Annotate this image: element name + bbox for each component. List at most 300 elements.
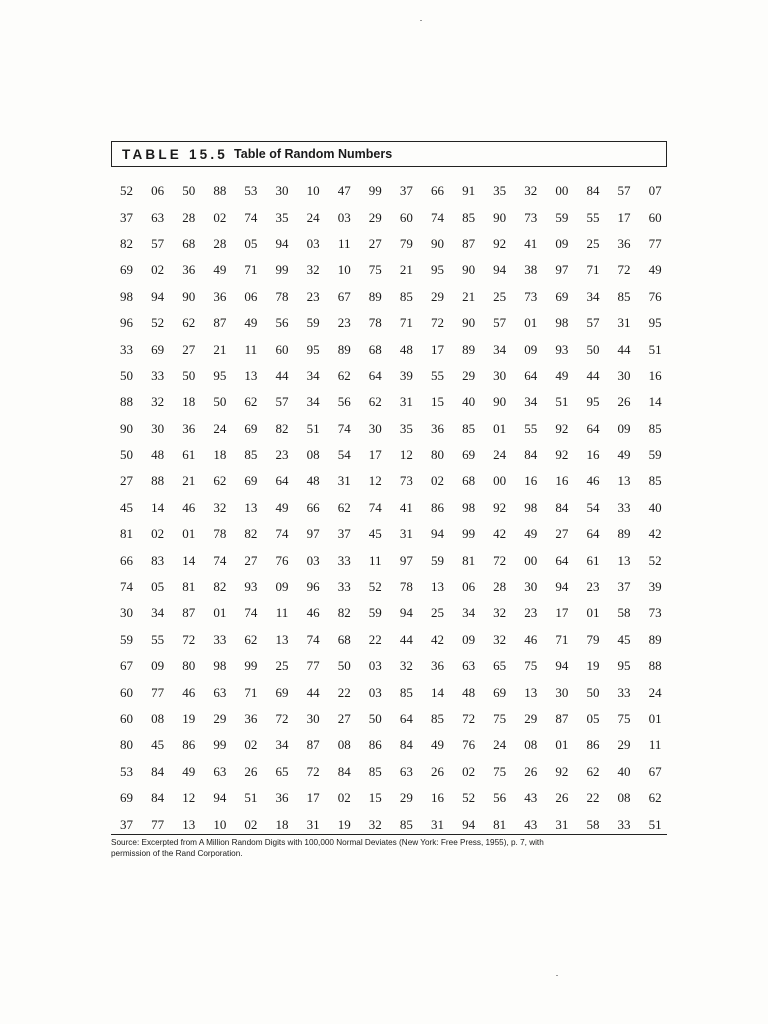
table-cell: 59 [430, 552, 444, 568]
table-row [111, 178, 671, 204]
table-cell: 94 [213, 790, 227, 806]
table-cell: 59 [555, 209, 569, 225]
table-cell: 58 [586, 816, 600, 832]
table-cell: 30 [368, 420, 382, 436]
table-row [111, 759, 671, 785]
table-cell: 30 [151, 420, 165, 436]
table-cell: 60 [120, 684, 134, 700]
table-cell: 96 [120, 315, 134, 331]
table-cell: 63 [213, 684, 227, 700]
table-cell: 82 [275, 420, 289, 436]
table-cell: 17 [555, 605, 569, 621]
table-cell: 82 [337, 605, 351, 621]
table-cell: 64 [586, 420, 600, 436]
table-cell: 14 [151, 499, 165, 515]
table-cell: 12 [399, 447, 413, 463]
table-cell: 43 [524, 816, 538, 832]
table-cell: 33 [120, 341, 134, 357]
table-row [111, 363, 671, 389]
table-cell: 74 [120, 579, 134, 595]
table-cell: 86 [586, 737, 600, 753]
table-cell: 30 [120, 605, 134, 621]
table-cell: 92 [555, 420, 569, 436]
table-cell: 25 [586, 235, 600, 251]
table-cell: 01 [213, 605, 227, 621]
table-cell: 84 [337, 763, 351, 779]
table-cell: 64 [555, 552, 569, 568]
table-cell: 30 [524, 579, 538, 595]
table-row [111, 204, 671, 230]
table-cell: 55 [151, 631, 165, 647]
table-cell: 72 [306, 763, 320, 779]
table-row [111, 336, 671, 362]
table-row [111, 574, 671, 600]
table-cell: 03 [337, 209, 351, 225]
table-cell: 69 [462, 447, 476, 463]
table-cell: 31 [555, 816, 569, 832]
table-cell: 96 [306, 579, 320, 595]
table-cell: 32 [399, 658, 413, 674]
table-cell: 26 [430, 763, 444, 779]
table-cell: 17 [306, 790, 320, 806]
table-cell: 12 [182, 790, 196, 806]
table-cell: 44 [306, 684, 320, 700]
table-cell: 59 [306, 315, 320, 331]
table-cell: 73 [399, 473, 413, 489]
table-title: Table of Random Numbers [234, 147, 393, 161]
table-cell: 98 [524, 499, 538, 515]
table-cell: 35 [493, 183, 507, 199]
table-cell: 52 [120, 183, 134, 199]
table-cell: 22 [337, 684, 351, 700]
table-cell: 72 [182, 631, 196, 647]
table-cell: 08 [617, 790, 631, 806]
table-cell: 11 [648, 737, 662, 753]
table-cell: 03 [306, 552, 320, 568]
table-cell: 18 [213, 447, 227, 463]
table-cell: 68 [368, 341, 382, 357]
source-note [111, 838, 671, 859]
table-cell: 08 [524, 737, 538, 753]
table-cell: 22 [586, 790, 600, 806]
table-cell: 80 [182, 658, 196, 674]
table-cell: 45 [151, 737, 165, 753]
table-cell: 24 [493, 737, 507, 753]
table-cell: 25 [275, 658, 289, 674]
table-cell: 11 [275, 605, 289, 621]
table-cell: 85 [648, 420, 662, 436]
table-cell: 50 [213, 394, 227, 410]
table-cell: 26 [244, 763, 258, 779]
table-cell: 03 [368, 658, 382, 674]
table-cell: 21 [399, 262, 413, 278]
table-cell: 64 [275, 473, 289, 489]
table-cell: 10 [337, 262, 351, 278]
scan-speck [556, 975, 558, 976]
table-cell: 15 [430, 394, 444, 410]
table-cell: 46 [182, 499, 196, 515]
table-cell: 30 [555, 684, 569, 700]
table-cell: 74 [213, 552, 227, 568]
table-bottom-rule [111, 834, 667, 835]
table-cell: 37 [120, 209, 134, 225]
table-cell: 08 [306, 447, 320, 463]
table-cell: 89 [462, 341, 476, 357]
table-cell: 09 [555, 235, 569, 251]
table-row [111, 732, 671, 758]
table-cell: 61 [182, 447, 196, 463]
table-cell: 24 [306, 209, 320, 225]
table-cell: 30 [617, 367, 631, 383]
table-cell: 02 [337, 790, 351, 806]
table-cell: 16 [586, 447, 600, 463]
table-cell: 09 [617, 420, 631, 436]
table-cell: 84 [586, 183, 600, 199]
table-cell: 95 [306, 341, 320, 357]
table-row [111, 521, 671, 547]
table-cell: 29 [368, 209, 382, 225]
source-line-2: permission of the Rand Corporation. [111, 848, 243, 858]
table-cell: 62 [368, 394, 382, 410]
table-cell: 36 [213, 288, 227, 304]
table-cell: 19 [182, 711, 196, 726]
table-cell: 99 [462, 526, 476, 542]
table-cell: 72 [462, 711, 476, 726]
table-cell: 49 [524, 526, 538, 542]
table-cell: 85 [648, 473, 662, 489]
table-cell: 88 [213, 183, 227, 199]
table-cell: 16 [555, 473, 569, 489]
table-row [111, 416, 671, 442]
table-cell: 92 [493, 499, 507, 515]
table-cell: 86 [430, 499, 444, 515]
table-cell: 87 [555, 711, 569, 726]
table-cell: 71 [244, 684, 258, 700]
table-cell: 00 [524, 552, 538, 568]
table-cell: 94 [462, 816, 476, 832]
table-cell: 84 [151, 763, 165, 779]
table-cell: 84 [555, 499, 569, 515]
table-cell: 36 [182, 262, 196, 278]
table-cell: 56 [337, 394, 351, 410]
table-cell: 85 [462, 420, 476, 436]
table-cell: 88 [151, 473, 165, 489]
table-cell: 09 [275, 579, 289, 595]
table-cell: 85 [399, 816, 413, 832]
table-cell: 87 [182, 605, 196, 621]
table-cell: 06 [151, 183, 165, 199]
table-cell: 14 [182, 552, 196, 568]
table-cell: 94 [151, 288, 165, 304]
table-cell: 13 [430, 579, 444, 595]
table-cell: 90 [182, 288, 196, 304]
table-cell: 33 [337, 552, 351, 568]
table-cell: 27 [244, 552, 258, 568]
table-cell: 48 [306, 473, 320, 489]
table-cell: 50 [586, 684, 600, 700]
table-cell: 62 [244, 631, 258, 647]
table-cell: 60 [120, 711, 134, 726]
table-cell: 37 [337, 526, 351, 542]
table-cell: 32 [306, 262, 320, 278]
table-cell: 57 [151, 235, 165, 251]
table-cell: 63 [213, 763, 227, 779]
table-cell: 42 [430, 631, 444, 647]
table-cell: 85 [244, 447, 258, 463]
table-cell: 77 [306, 658, 320, 674]
table-cell: 35 [275, 209, 289, 225]
table-cell: 67 [120, 658, 134, 674]
table-cell: 95 [430, 262, 444, 278]
table-cell: 91 [462, 183, 476, 199]
table-cell: 69 [555, 288, 569, 304]
table-cell: 78 [368, 315, 382, 331]
table-cell: 86 [182, 737, 196, 753]
table-cell: 28 [213, 235, 227, 251]
table-cell: 98 [213, 658, 227, 674]
table-cell: 01 [493, 420, 507, 436]
table-cell: 92 [555, 447, 569, 463]
table-cell: 62 [337, 367, 351, 383]
table-cell: 51 [306, 420, 320, 436]
table-cell: 13 [524, 684, 538, 700]
table-cell: 95 [648, 315, 662, 331]
table-cell: 52 [462, 790, 476, 806]
table-cell: 26 [524, 763, 538, 779]
table-cell: 84 [399, 737, 413, 753]
table-cell: 87 [306, 737, 320, 753]
table-cell: 77 [151, 816, 165, 832]
table-cell: 01 [555, 737, 569, 753]
table-cell: 40 [648, 499, 662, 515]
table-cell: 35 [399, 420, 413, 436]
table-cell: 59 [120, 631, 134, 647]
table-cell: 29 [213, 711, 227, 726]
table-cell: 65 [493, 658, 507, 674]
table-cell: 99 [244, 658, 258, 674]
table-cell: 48 [151, 447, 165, 463]
table-row [111, 389, 671, 415]
table-label: TABLE 15.5 [122, 146, 229, 162]
table-cell: 69 [275, 684, 289, 700]
table-cell: 62 [244, 394, 258, 410]
table-cell: 39 [399, 367, 413, 383]
table-cell: 46 [306, 605, 320, 621]
table-cell: 82 [213, 579, 227, 595]
table-cell: 01 [182, 526, 196, 542]
table-cell: 73 [524, 209, 538, 225]
table-cell: 51 [244, 790, 258, 806]
table-cell: 88 [120, 394, 134, 410]
table-row [111, 231, 671, 257]
table-cell: 51 [648, 341, 662, 357]
table-row [111, 785, 671, 811]
table-cell: 07 [648, 183, 662, 199]
table-cell: 62 [182, 315, 196, 331]
table-cell: 46 [586, 473, 600, 489]
table-cell: 16 [648, 367, 662, 383]
table-cell: 94 [399, 605, 413, 621]
table-cell: 89 [648, 631, 662, 647]
table-cell: 52 [151, 315, 165, 331]
table-cell: 93 [244, 579, 258, 595]
table-cell: 97 [306, 526, 320, 542]
table-cell: 02 [151, 526, 165, 542]
table-cell: 74 [337, 420, 351, 436]
table-cell: 34 [275, 737, 289, 753]
table-cell: 37 [617, 579, 631, 595]
table-cell: 48 [462, 684, 476, 700]
table-cell: 64 [368, 367, 382, 383]
table-cell: 85 [399, 288, 413, 304]
table-cell: 71 [555, 631, 569, 647]
table-cell: 40 [462, 394, 476, 410]
table-cell: 06 [244, 288, 258, 304]
table-cell: 44 [275, 367, 289, 383]
table-cell: 08 [151, 711, 165, 726]
table-cell: 69 [244, 473, 258, 489]
table-cell: 19 [586, 658, 600, 674]
table-cell: 75 [493, 711, 507, 726]
table-cell: 45 [617, 631, 631, 647]
table-cell: 69 [151, 341, 165, 357]
table-cell: 41 [399, 499, 413, 515]
table-cell: 33 [337, 579, 351, 595]
table-row [111, 442, 671, 468]
table-cell: 68 [462, 473, 476, 489]
table-cell: 92 [493, 235, 507, 251]
table-cell: 33 [617, 499, 631, 515]
table-cell: 50 [586, 341, 600, 357]
table-cell: 68 [182, 235, 196, 251]
table-cell: 47 [337, 183, 351, 199]
table-cell: 46 [182, 684, 196, 700]
table-cell: 11 [244, 341, 258, 357]
table-cell: 92 [555, 763, 569, 779]
table-cell: 55 [586, 209, 600, 225]
table-cell: 43 [524, 790, 538, 806]
table-cell: 85 [462, 209, 476, 225]
table-cell: 14 [648, 394, 662, 410]
table-cell: 10 [213, 816, 227, 832]
table-cell: 78 [275, 288, 289, 304]
table-cell: 62 [213, 473, 227, 489]
table-cell: 98 [555, 315, 569, 331]
table-cell: 36 [617, 235, 631, 251]
table-cell: 62 [648, 790, 662, 806]
table-cell: 79 [399, 235, 413, 251]
table-cell: 46 [524, 631, 538, 647]
table-cell: 33 [617, 684, 631, 700]
table-cell: 64 [399, 711, 413, 726]
table-cell: 34 [493, 341, 507, 357]
table-cell: 80 [430, 447, 444, 463]
table-cell: 62 [586, 763, 600, 779]
table-cell: 27 [368, 235, 382, 251]
table-cell: 27 [182, 341, 196, 357]
table-caption [111, 141, 667, 167]
table-cell: 99 [275, 262, 289, 278]
table-cell: 18 [182, 394, 196, 410]
table-cell: 51 [648, 816, 662, 832]
table-cell: 29 [524, 711, 538, 726]
table-cell: 01 [524, 315, 538, 331]
table-cell: 52 [368, 579, 382, 595]
table-cell: 97 [399, 552, 413, 568]
table-cell: 32 [213, 499, 227, 515]
table-cell: 05 [151, 579, 165, 595]
table-cell: 32 [151, 394, 165, 410]
table-cell: 51 [555, 394, 569, 410]
table-cell: 90 [462, 262, 476, 278]
table-cell: 03 [306, 235, 320, 251]
table-cell: 24 [213, 420, 227, 436]
table-cell: 02 [462, 763, 476, 779]
table-cell: 42 [648, 526, 662, 542]
table-row [111, 627, 671, 653]
table-cell: 40 [617, 763, 631, 779]
table-cell: 16 [524, 473, 538, 489]
table-cell: 02 [244, 737, 258, 753]
table-cell: 90 [462, 315, 476, 331]
table-row [111, 547, 671, 573]
table-cell: 25 [430, 605, 444, 621]
table-cell: 87 [462, 235, 476, 251]
table-cell: 72 [275, 711, 289, 726]
table-cell: 93 [555, 341, 569, 357]
table-cell: 54 [337, 447, 351, 463]
table-cell: 36 [244, 711, 258, 726]
table-cell: 71 [586, 262, 600, 278]
table-cell: 36 [430, 420, 444, 436]
table-cell: 03 [368, 684, 382, 700]
table-cell: 38 [524, 262, 538, 278]
table-cell: 42 [493, 526, 507, 542]
table-cell: 37 [399, 183, 413, 199]
table-cell: 80 [120, 737, 134, 753]
table-cell: 56 [493, 790, 507, 806]
table-cell: 77 [151, 684, 165, 700]
table-cell: 73 [648, 605, 662, 621]
table-cell: 21 [182, 473, 196, 489]
table-cell: 34 [586, 288, 600, 304]
table-cell: 21 [462, 288, 476, 304]
table-cell: 85 [617, 288, 631, 304]
table-cell: 17 [430, 341, 444, 357]
table-cell: 69 [120, 262, 134, 278]
table-cell: 81 [493, 816, 507, 832]
table-cell: 94 [275, 235, 289, 251]
table-cell: 22 [368, 631, 382, 647]
table-cell: 50 [182, 367, 196, 383]
table-cell: 09 [524, 341, 538, 357]
table-cell: 64 [524, 367, 538, 383]
table-cell: 28 [182, 209, 196, 225]
table-cell: 41 [524, 235, 538, 251]
table-cell: 23 [275, 447, 289, 463]
table-row [111, 257, 671, 283]
table-cell: 95 [586, 394, 600, 410]
table-cell: 17 [368, 447, 382, 463]
table-cell: 57 [586, 315, 600, 331]
table-cell: 50 [120, 367, 134, 383]
table-cell: 86 [368, 737, 382, 753]
table-cell: 09 [462, 631, 476, 647]
table-cell: 83 [151, 552, 165, 568]
table-cell: 01 [586, 605, 600, 621]
table-cell: 79 [586, 631, 600, 647]
table-cell: 31 [617, 315, 631, 331]
